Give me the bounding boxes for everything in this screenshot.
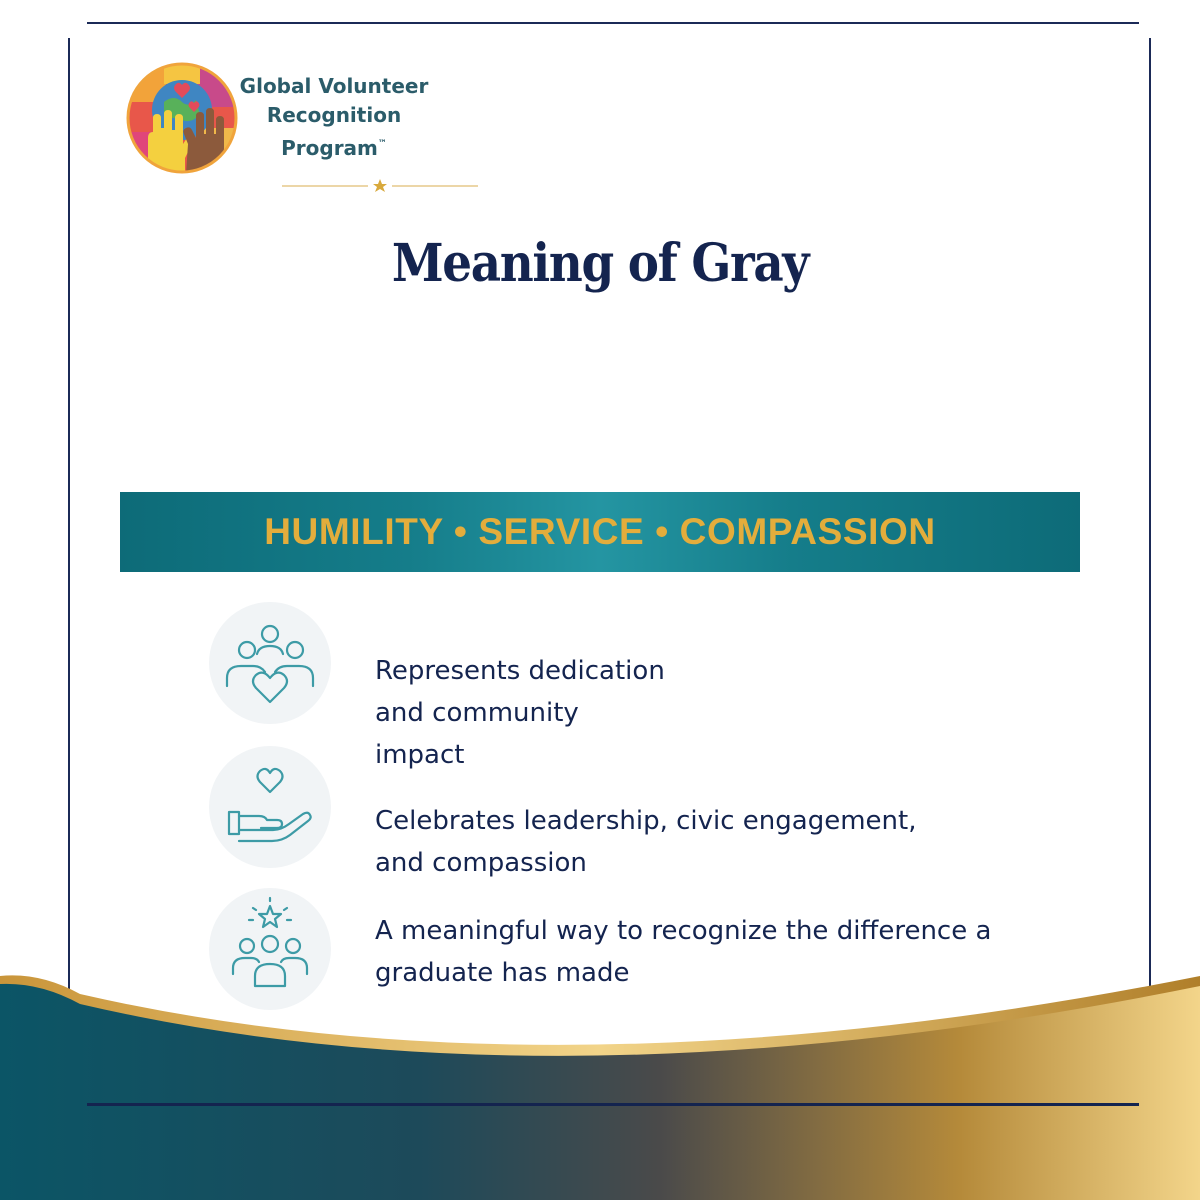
- community-heart-icon: [209, 602, 331, 724]
- program-name-line-2: Recognition: [266, 103, 402, 127]
- heart-in-hand-icon: [209, 746, 331, 868]
- bottom-decorative-wave: [0, 960, 1200, 1200]
- globe-hands-heart-logo: [126, 62, 238, 174]
- frame-top-line: [87, 22, 1139, 24]
- star-icon: [373, 179, 387, 192]
- page-title: Meaning of Gray: [391, 233, 809, 294]
- feature-text-leadership: Celebrates leadership, civic engagement, and compassion: [375, 806, 917, 878]
- frame-right-line: [1149, 38, 1151, 998]
- feature-text-recognize: A meaningful way to recognize the difference a graduate has made: [375, 916, 992, 988]
- frame-left-line: [68, 38, 70, 998]
- values-banner: [120, 492, 1080, 572]
- program-name-line-1: Global Volunteer: [239, 74, 429, 98]
- trademark-symbol: ™: [377, 139, 387, 149]
- values-banner-text: HUMILITY • SERVICE • COMPASSION: [264, 511, 936, 552]
- program-name-line-3: Program™: [281, 136, 387, 160]
- star-divider: [282, 176, 478, 196]
- bottom-frame-line: [87, 1103, 1139, 1106]
- program-name: [236, 72, 432, 163]
- feature-text-dedication: Represents dedication and community impact: [375, 656, 665, 770]
